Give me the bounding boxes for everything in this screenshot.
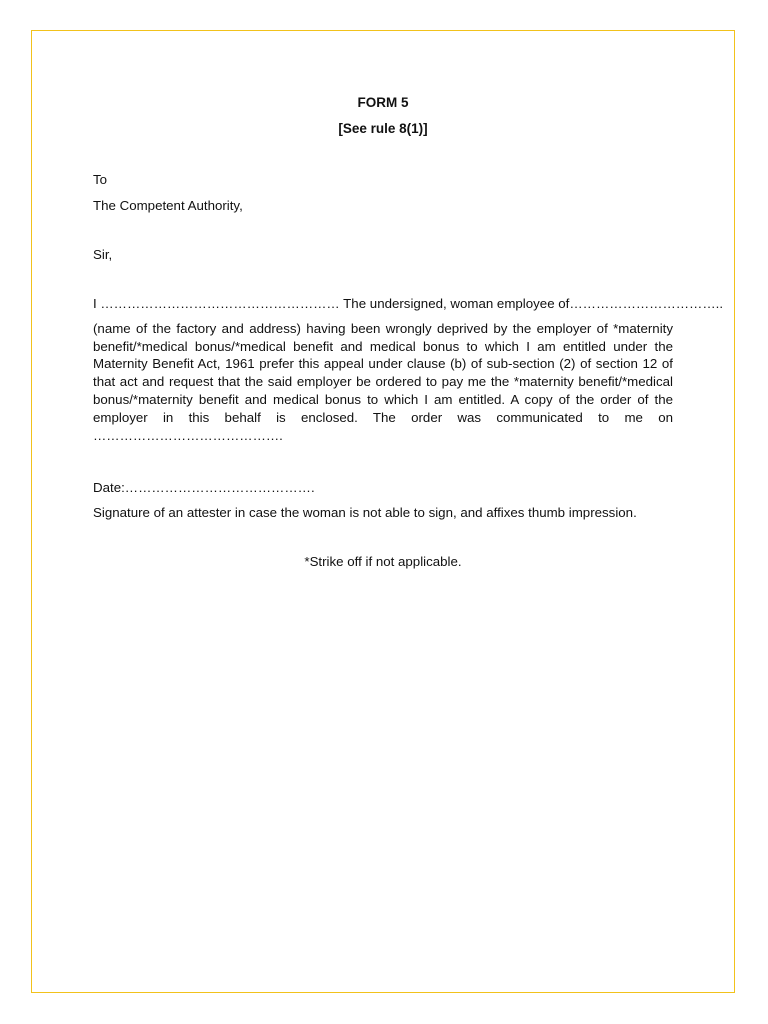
form-title: FORM 5 [357, 95, 409, 110]
employer-blank: …………………………….. [569, 295, 724, 311]
intro-line [93, 295, 724, 313]
form-subtitle: [See rule 8(1)] [338, 120, 428, 136]
appeal-paragraph: (name of the factory and address) having been wrongly deprived by the employer of *maternity benefit/*medical bonus/*medical benefit and medical bonus to which I am entitled under the Maternity Benefit Act, 1961 prefer this appeal under clause (b) of sub-section (2) of section 12 of that act and request that the said employer be ordered to pay me the *maternity benefit/*medical bonus/*maternity benefit and medical bonus to which I am entitled. A copy of the order of the employer in this behalf is enclosed. The order was communicated to me on ……………………………………. [93, 320, 673, 443]
attester-line: Signature of an attester in case the woman is not able to sign, and affixes thumb impression. [93, 505, 637, 521]
date-line: Date:……………………………………. [93, 480, 315, 496]
salutation: Sir, [93, 247, 113, 263]
addressee-line: The Competent Authority, [93, 198, 243, 214]
to-line: To [93, 171, 108, 187]
form-content [93, 94, 724, 584]
intro-text: I ……………………………………………… The undersigned, woman employee of [93, 295, 570, 311]
footnote: *Strike off if not applicable. [304, 553, 462, 569]
